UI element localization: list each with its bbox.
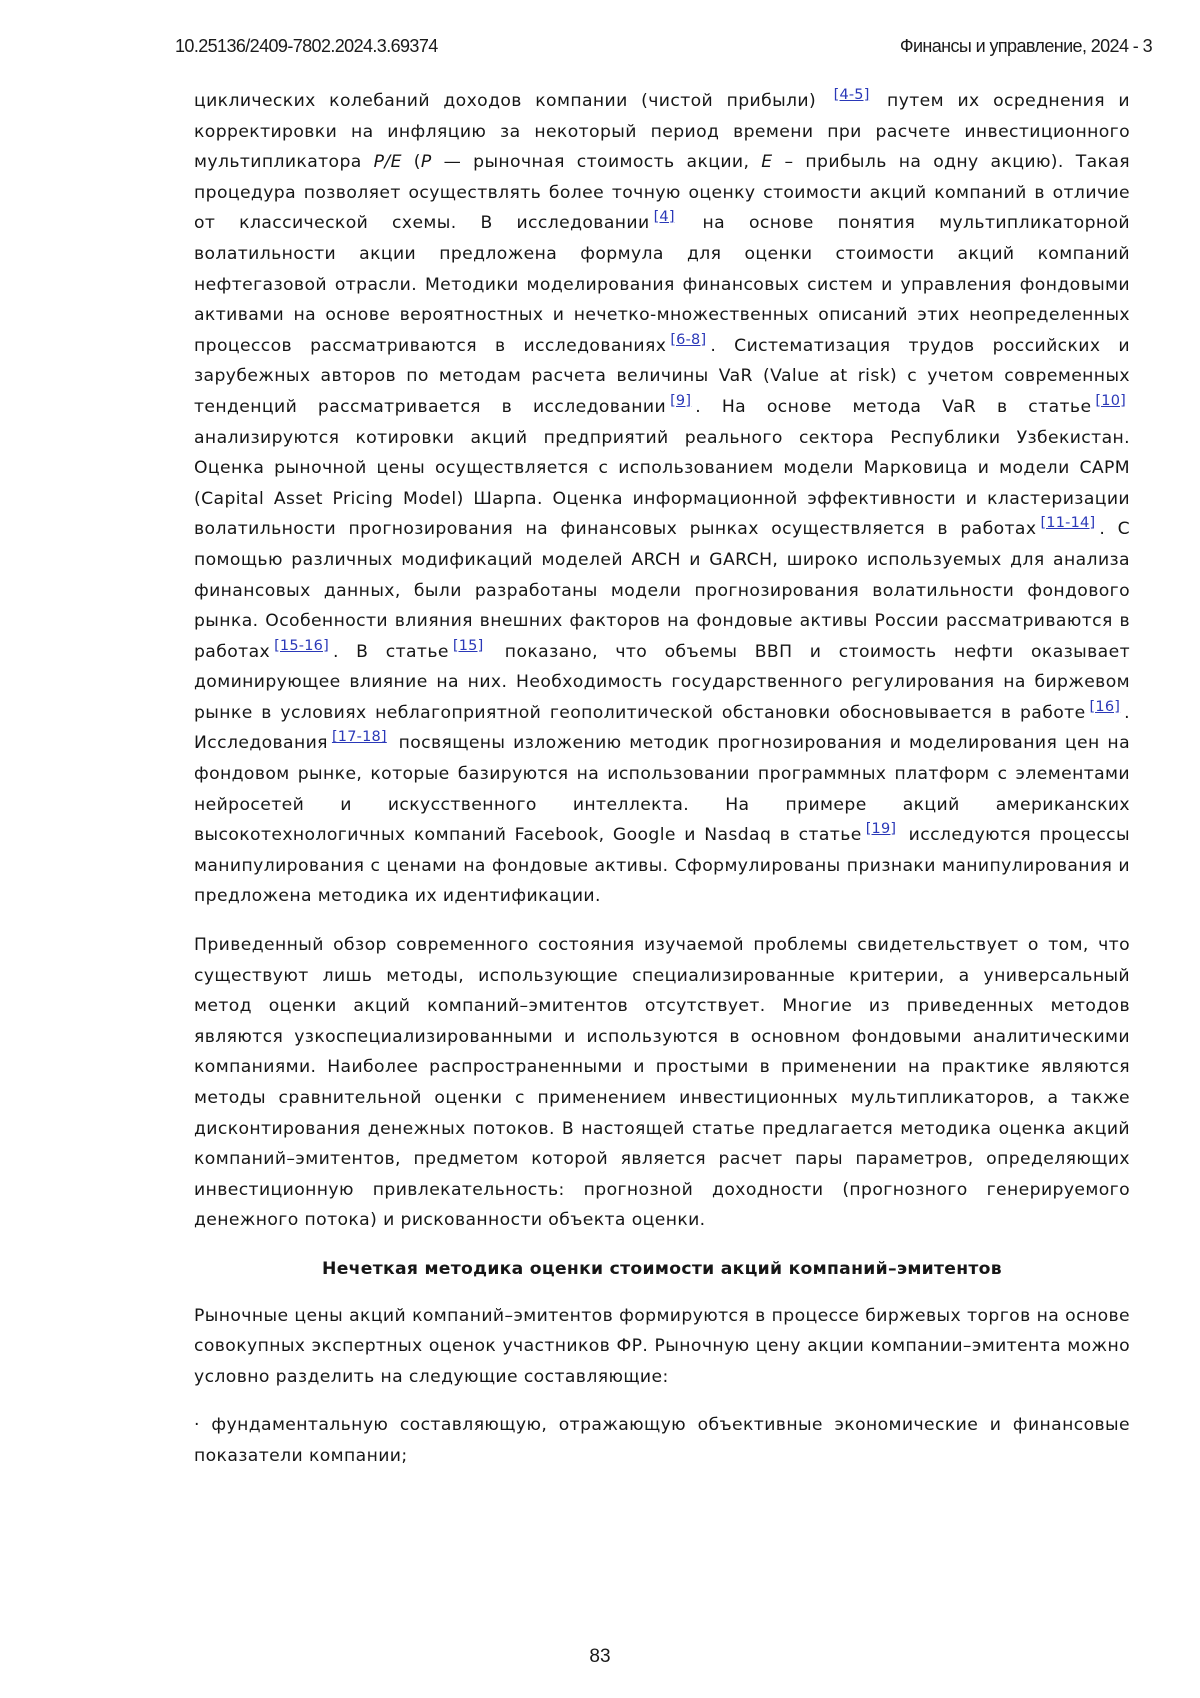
journal-header: Финансы и управление, 2024 - 3 bbox=[899, 36, 1152, 56]
text-span: . С помощью различных модификаций моделей ARCH и GARCH, широко используемых для анализа финансовых данных, были разработаны модели прогнозирования волатильности фондового рынка. Особенности влияния внешних факторов на фондовые активы России рассматриваются в работах bbox=[194, 519, 1130, 662]
reference-link-6-8[interactable]: [6-8] bbox=[670, 331, 707, 348]
reference-link-16[interactable]: [16] bbox=[1089, 698, 1121, 715]
paragraph-review-summary: Приведенный обзор современного состояния изучаемой проблемы свидетельствует о том, что существуют лишь методы, использующие специализированные критерии, а универсальный метод оценки акций компаний–эмитентов отсутствует. Многие из приведенных методов являются узкоспециализированными и используются в основном фондовыми аналитическими компаниями. Наиболее распространенными и простыми в применении на практике являются методы сравнительной оценки с применением инвестиционных мультипликаторов, а также дисконтирования денежных потоков. В настоящей статье предлагается методика оценка акций компаний–эмитентов, предметом которой является расчет пары параметров, определяющих инвестиционную привлекательность: прогнозной доходности (прогнозного генерируемого денежного потока) и рискованности объекта оценки. bbox=[194, 935, 1130, 1231]
text-span: — рыночная стоимость акции, bbox=[431, 152, 762, 173]
text-span: путем их осреднения и корректировки на инфляцию за некоторый период времени при расчете инвестиционного мультипликатора bbox=[194, 91, 1130, 173]
text-span: – прибыль на одну акцию). Такая процедура позволяет осуществлять более точную оценку стоимости акций компаний в отличие от классической схемы. В исследовании bbox=[194, 152, 1130, 234]
text-span: . В статье bbox=[332, 641, 449, 662]
text-span: анализируются котировки акций предприятий реального сектора Республики Узбекистан. Оценка рыночной цены осуществляется с использованием модели Марковица и модели CAPM (Capital Asset Pricing Model) Шарпа. Оценка информационной эффективности и кластеризации волатильности прогнозирования на финансовых рынках осуществляется в работах bbox=[194, 427, 1130, 540]
article-body bbox=[194, 86, 1130, 1472]
section-heading: Нечеткая методика оценки стоимости акций компаний–эмитентов bbox=[322, 1258, 1002, 1279]
reference-link-15-16[interactable]: [15-16] bbox=[274, 637, 329, 654]
paragraph-market-price: Рыночные цены акций компаний–эмитентов формируются в процессе биржевых торгов на основе совокупных экспертных оценок участников ФР. Рыночную цену акции компании–эмитента можно условно разделить на следующие составляющие: bbox=[194, 1305, 1130, 1387]
text-span: показано, что объемы ВВП и стоимость нефти оказывает доминирующее влияние на них. Необходимость государственного регулирования на биржевом рынке в условиях неблагоприятной геополитической обстановки обосновывается в работе bbox=[194, 641, 1130, 723]
e-symbol: E bbox=[761, 152, 773, 173]
text-span: посвящены изложению методик прогнозирования и моделирования цен на фондовом рынке, которые базируются на использовании программных платформ с элементами нейросетей и искусственного интеллекта. На примере акций американских высокотехнологичных компаний Facebook, Google и Nasdaq в статье bbox=[194, 733, 1130, 846]
pe-symbol: P/E bbox=[373, 152, 402, 173]
text-span: ( bbox=[401, 152, 421, 173]
reference-link-9[interactable]: [9] bbox=[670, 392, 692, 409]
reference-link-4-5[interactable]: [4-5] bbox=[833, 87, 870, 103]
reference-link-11-14[interactable]: [11-14] bbox=[1040, 515, 1096, 532]
reference-link-4[interactable]: [4] bbox=[653, 209, 675, 226]
reference-link-15[interactable]: [15] bbox=[452, 637, 484, 654]
list-item-fundamental: · фундаментальную составляющую, отражающую объективные экономические и финансовые показатели компании; bbox=[194, 1415, 1130, 1466]
p-symbol: P bbox=[420, 152, 432, 173]
reference-link-17-18[interactable]: [17-18] bbox=[331, 729, 387, 746]
reference-link-19[interactable]: [19] bbox=[865, 821, 897, 838]
paragraph-literature-review bbox=[194, 86, 1130, 912]
page-number: 83 bbox=[589, 1646, 611, 1667]
text-span: . Систематизация трудов российских и зарубежных авторов по методам расчета величины VaR (Value at risk) с учетом современных тенденций рассматривается в исследовании bbox=[194, 335, 1130, 417]
text-span: . Исследования bbox=[194, 702, 1130, 754]
text-span: исследуются процессы манипулирования с ценами на фондовые активы. Сформулированы признаки манипулирования и предложена методика их идентификации. bbox=[194, 825, 1130, 907]
text-span: на основе понятия мультипликаторной волатильности акции предложена формула для оценки стоимости акций компаний нефтегазовой отрасли. Методики моделирования финансовых систем и управления фондовыми активами на основе вероятностных и нечетко-множественных описаний этих неопределенных процессов рассматриваются в исследованиях bbox=[194, 213, 1131, 356]
doi-header: 10.25136/2409-7802.2024.3.69374 bbox=[175, 36, 438, 56]
text-span: циклических колебаний доходов компании (чистой прибыли) bbox=[194, 91, 817, 111]
reference-link-10[interactable]: [10] bbox=[1095, 392, 1126, 409]
text-span: . На основе метода VaR в статье bbox=[695, 396, 1092, 417]
